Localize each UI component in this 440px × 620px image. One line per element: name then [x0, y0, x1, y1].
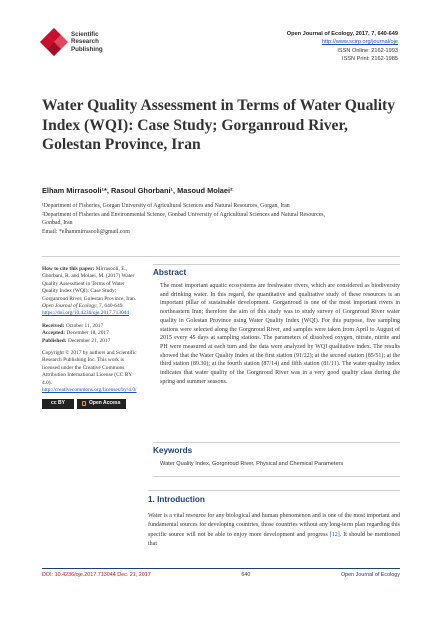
- received-label: Received:: [42, 322, 65, 329]
- cite-label: How to cite this paper:: [42, 266, 95, 272]
- affiliation-1: ¹Department of Fisheries, Gorgan University of Agricultural Sciences and Natural Resources, Gorgan, Iran: [42, 203, 290, 209]
- publisher-logo[interactable]: [42, 30, 103, 54]
- accepted-label: Accepted:: [42, 330, 66, 337]
- affiliations: [42, 202, 402, 236]
- publisher-name: Scientific Research Publishing: [71, 31, 103, 53]
- divider: [42, 256, 400, 257]
- published-date: December 21, 2017: [67, 337, 111, 344]
- cite-tail: , 7, 640-649.: [96, 303, 124, 310]
- cite-doi-link[interactable]: https://doi.org/10.4236/oje.2017.713044: [42, 310, 130, 317]
- paper-title: Water Quality Assessment in Terms of Water Quality Index (WQI): Case Study; Gorganroud River, Golestan Province, Iran: [42, 97, 396, 153]
- footer-doi: DOI: 10.4236/oje.2017.713044 Dec. 21, 2017: [42, 572, 151, 578]
- open-lock-icon: [82, 401, 86, 406]
- issn-online: ISSN Online: 2162-1993: [337, 47, 398, 54]
- copyright-text: Copyright © 2017 by authors and Scientific Research Publishing Inc. This work is licensed under the Creative Commons Attribution International License (CC BY 4.0).: [42, 350, 137, 386]
- keywords-heading: Keywords: [153, 446, 193, 455]
- journal-url-link[interactable]: http://www.scirp.org/journal/oje: [321, 39, 398, 46]
- divider: [148, 490, 400, 491]
- introduction-text: Water is a vital resource for any biological and human phenomenon and is one of the most important and fundamental sources for developing countries, those countries without any long-term plan regarding this specific source will not be able to enjoy more development and progress [12]. It should be mentioned that: [148, 513, 400, 547]
- cc-by-icon[interactable]: cc BY: [42, 399, 74, 409]
- published-label: Published:: [42, 337, 67, 344]
- keywords-text: Water Quality Index, Gorgnroud River, Physical and Chemical Parameters: [160, 461, 344, 467]
- page-number: 640: [241, 572, 251, 578]
- article-sidebar: [42, 266, 142, 414]
- divider: [153, 476, 400, 477]
- accepted-date: December 18, 2017: [66, 330, 109, 337]
- footer-journal: Open Journal of Ecology: [340, 572, 400, 578]
- page-footer: [42, 568, 400, 578]
- license-link[interactable]: http://creativecommons.org/licenses/by/4.0/: [42, 387, 137, 394]
- reference-link[interactable]: [12]: [329, 531, 340, 538]
- open-access-badge[interactable]: [77, 399, 126, 409]
- copyright-block: [42, 350, 142, 408]
- affiliation-2-cont: Gonbad, Iran: [42, 220, 73, 227]
- cite-text: Mirrasooli, E., Ghorbani, R. and Molaei, M. (2017) Water Quality Assessment in Terms of Water Quality Index (WQI): Case Study; Gorganroud River, Golestan Province, Iran.: [42, 266, 137, 302]
- divider: [153, 442, 400, 443]
- received-date: October 11, 2017: [65, 322, 104, 329]
- open-access-label: Open Access: [89, 399, 121, 406]
- journal-citation: Open Journal of Ecology, 2017, 7, 640-649: [286, 31, 398, 37]
- how-to-cite: [42, 266, 142, 318]
- affiliation-2: ²Department of Fisheries and Environmental Science, Gonbad University of Agricultural Sciences and Natural Resources,: [42, 211, 325, 218]
- issn-print: ISSN Print: 2162-1985: [342, 56, 398, 63]
- abstract-text: The most important aquatic ecosystems are freshwater rivers, which are considered as biodiversity and drinking water. In this regard, the quantitative and qualitative study of these resources is an important pillar of sustainable development. Gorganroud is one of the most important rivers in northeastern Iran; therefore the aim of this study was to study survey of Gorgnroud River water quality in Golestan Province using Water Quality Index (WQI). For this purpose, five sampling stations were selected along the Gorgnroud River, and samples were taken from April to August of 2015 every 45 days at sampling stations. The parameters of dissolved oxygen, nitrate, nitrite and PH were measured at each turn and the data were analyzed by WQI qualitative index. The results showed that the Water Quality Index at the first station (91/22); at the second station (85/51); at the third station (89.30); at the fourth station (87/14) and fifth station (81/11). The water quality index indicates that water quality of the Gorgnroud River was in a very good quality class during the spring and summer seasons.: [160, 283, 400, 385]
- paper-authors: Elham Mirrasooli¹*, Rasoul Ghorbani¹, Masoud Molaei²: [42, 186, 233, 195]
- introduction-heading: 1. Introduction: [148, 495, 205, 504]
- divider: [153, 264, 400, 265]
- cite-journal: Open Journal of Ecology: [42, 303, 97, 310]
- article-dates: [42, 323, 142, 345]
- abstract-heading: Abstract: [153, 268, 187, 277]
- scirp-logo-icon: [42, 30, 66, 54]
- journal-info: [287, 30, 398, 64]
- corresponding-email: Email: *elhammirrasooli@gmail.com: [42, 228, 130, 235]
